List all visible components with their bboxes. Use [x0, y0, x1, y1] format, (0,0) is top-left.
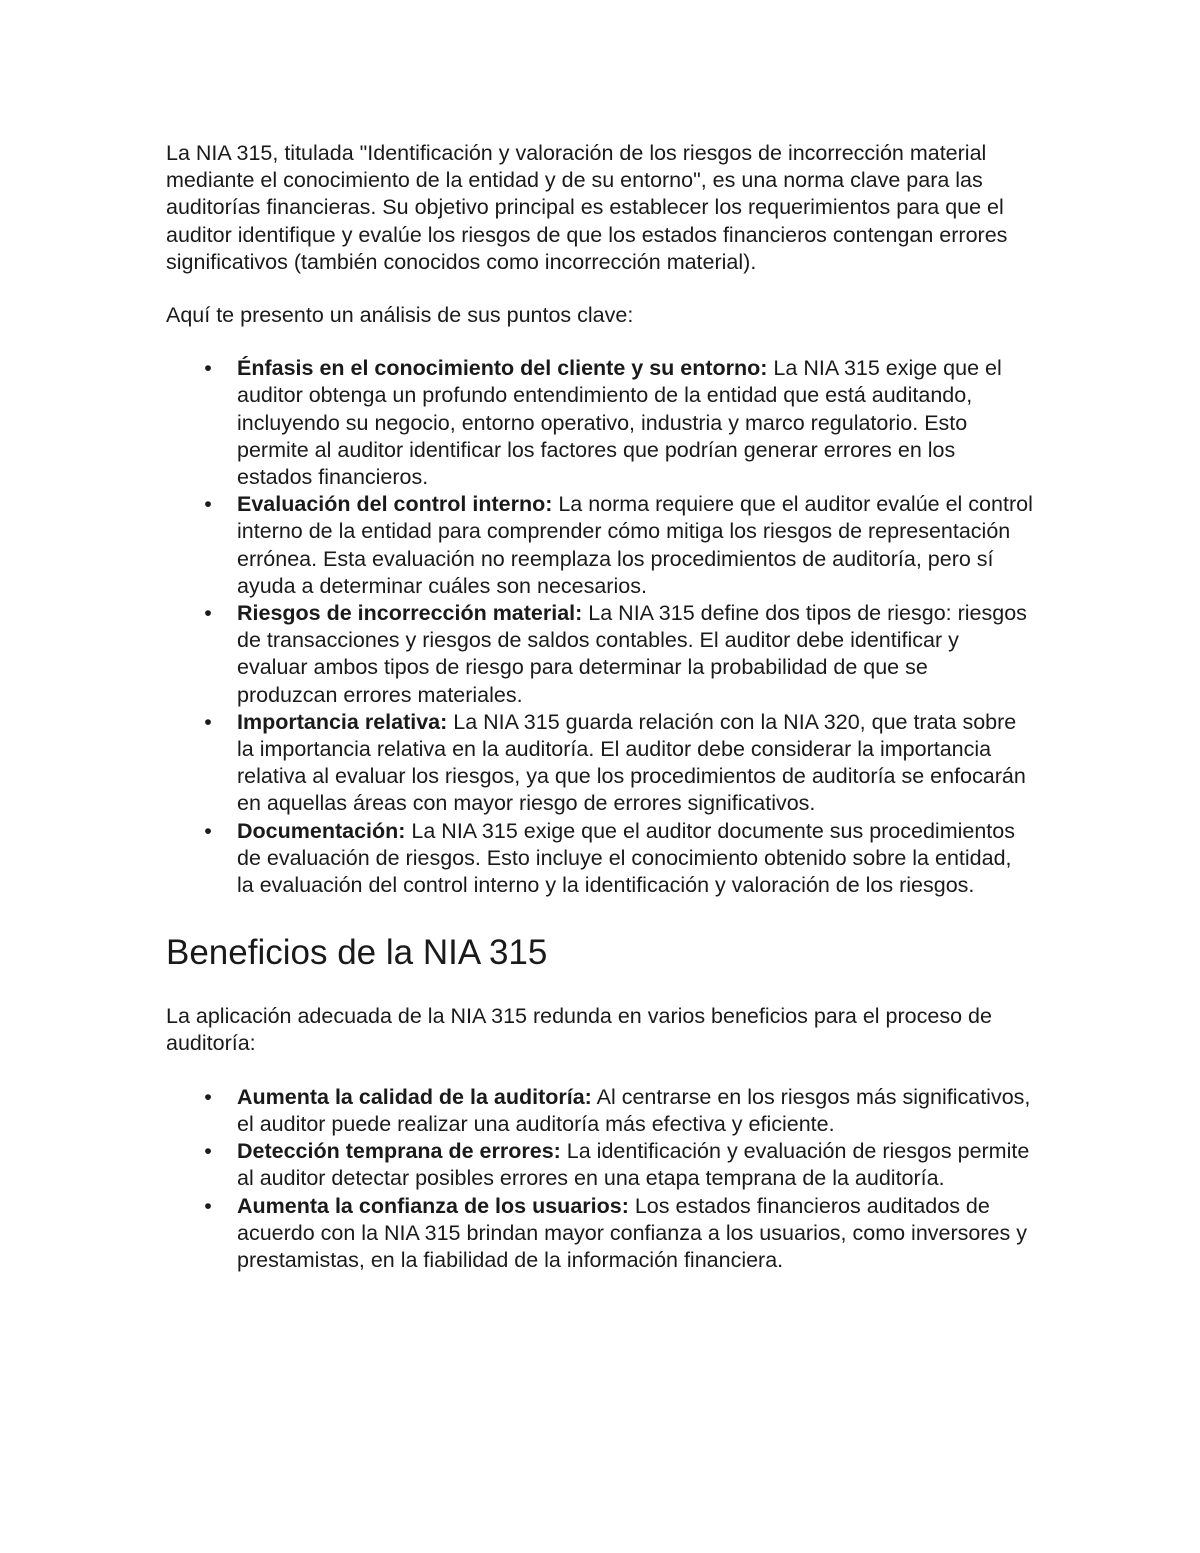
- bullet-icon: •: [204, 709, 212, 734]
- bullet-icon: •: [204, 818, 212, 843]
- bullet-icon: •: [204, 356, 212, 381]
- list-item-text: Al centrarse en los riesgos más significativos, el auditor puede realizar una auditoría más efectiva y eficiente.: [237, 1084, 1031, 1136]
- list-item-term: Detección temprana de errores:: [237, 1139, 561, 1164]
- bullet-icon: •: [204, 601, 212, 626]
- list-item-term: Aumenta la confianza de los usuarios:: [237, 1193, 629, 1218]
- list-item-text: La NIA 315 exige que el auditor obtenga un profundo entendimiento de la entidad que está auditando, incluyendo su negocio, entorno operativo, industria y marco regulatorio. Esto permite al auditor identificar los factores que podrían generar errores en los estados financieros.: [237, 356, 1002, 490]
- list-item-text: La NIA 315 exige que el auditor documente sus procedimientos de evaluación de riesgos. Esto incluye el conocimiento obtenido sobre la entidad, la evaluación del control interno y la identificación y valoración de los riesgos.: [237, 818, 1015, 898]
- benefits-heading: Beneficios de la NIA 315: [166, 933, 548, 973]
- key-points-list: [166, 355, 1034, 899]
- list-item-text: La NIA 315 guarda relación con la NIA 320, que trata sobre la importancia relativa en la auditoría. El auditor debe considerar la importancia relativa al evaluar los riesgos, ya que los procedimientos de auditoría se enfocarán en aquellas áreas con mayor riesgo de errores significativos.: [237, 709, 1026, 816]
- list-item-text: La identificación y evaluación de riesgos permite al auditor detectar posibles errores en una etapa temprana de la auditoría.: [237, 1139, 1030, 1191]
- list-item: [166, 600, 1034, 709]
- list-item-term: Riesgos de incorrección material:: [237, 601, 583, 626]
- bullet-icon: •: [204, 1084, 212, 1109]
- analysis-lead: Aquí te presento un análisis de sus puntos clave:: [166, 303, 634, 328]
- list-item-text: La NIA 315 define dos tipos de riesgo: riesgos de transacciones y riesgos de saldos contables. El auditor debe identificar y evaluar ambos tipos de riesgo para determinar la probabilidad de que se produzcan errores materiales.: [237, 601, 1027, 707]
- list-item-term: Evaluación del control interno:: [237, 492, 553, 517]
- list-item: [166, 818, 1034, 900]
- benefits-list: [166, 1084, 1034, 1274]
- list-item-text: La norma requiere que el auditor evalúe el control interno de la entidad para comprender cómo mitiga los riesgos de representación errónea. Esta evaluación no reemplaza los procedimientos de auditoría, pero sí ayuda a determinar cuáles son necesarios.: [237, 492, 1033, 598]
- benefits-lead: La aplicación adecuada de la NIA 315 redunda en varios beneficios para el proceso de auditoría:: [166, 1004, 992, 1056]
- list-item-term: Énfasis en el conocimiento del cliente y su entorno:: [237, 356, 768, 381]
- list-item-term: Documentación:: [237, 818, 406, 843]
- bullet-icon: •: [204, 492, 212, 517]
- list-item: [166, 1084, 1034, 1138]
- list-item-text: Los estados financieros auditados de acuerdo con la NIA 315 brindan mayor confianza a los usuarios, como inversores y prestamistas, en la fiabilidad de la información financiera.: [237, 1193, 1027, 1272]
- list-item: [166, 709, 1034, 818]
- bullet-icon: •: [204, 1139, 212, 1164]
- intro-paragraph: La NIA 315, titulada "Identificación y valoración de los riesgos de incorrección material mediante el conocimiento de la entidad y de su entorno", es una norma clave para las auditorías financieras. Su objetivo principal es establecer los requerimientos para que el auditor identifique y evalúe los riesgos de que los estados financieros contengan errores significativos (también conocidos como incorrección material).: [166, 141, 1008, 274]
- list-item-term: Importancia relativa:: [237, 709, 448, 734]
- list-item: [166, 355, 1034, 491]
- list-item-term: Aumenta la calidad de la auditoría:: [237, 1084, 592, 1109]
- list-item: [166, 1138, 1034, 1192]
- document-page: [166, 140, 1034, 1274]
- list-item: [166, 1193, 1034, 1275]
- list-item: [166, 491, 1034, 600]
- bullet-icon: •: [204, 1193, 212, 1218]
